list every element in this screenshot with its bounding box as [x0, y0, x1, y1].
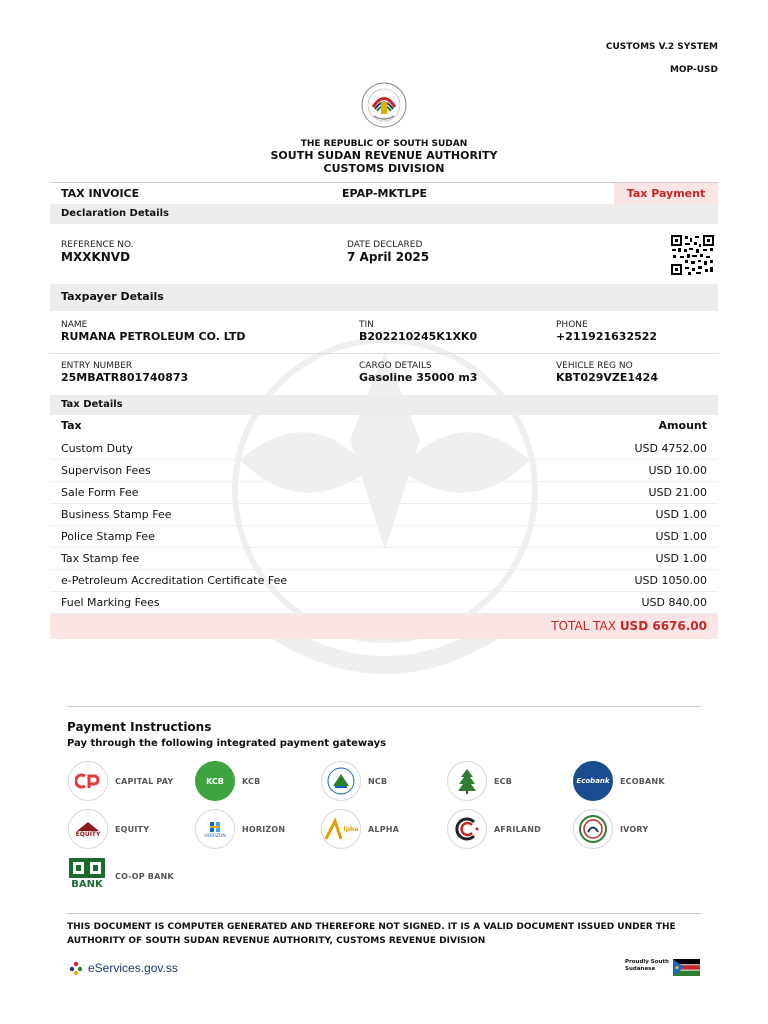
- name-value: RUMANA PETROLEUM CO. LTD: [61, 330, 246, 343]
- tax-name: Custom Duty: [61, 442, 133, 455]
- ssra-seal-icon: [361, 82, 407, 128]
- tax-name: Tax Stamp fee: [61, 552, 140, 565]
- tax-amount: USD 840.00: [641, 596, 707, 609]
- payment-title: Payment Instructions: [67, 720, 212, 734]
- table-row: [50, 570, 718, 592]
- republic-title: THE REPUBLIC OF SOUTH SUDAN: [300, 139, 468, 149]
- horizon-logo-icon: [195, 809, 235, 849]
- tax-amount: USD 4752.00: [634, 442, 707, 455]
- kcb-logo-icon: [195, 761, 235, 801]
- gateway-name: KCB: [242, 776, 261, 786]
- date-label: DATE DECLARED: [347, 240, 423, 250]
- table-row: [50, 438, 718, 460]
- phone-value: +211921632522: [556, 330, 658, 343]
- date-value: 7 April 2025: [347, 250, 430, 264]
- tax-column-header: Tax: [61, 419, 82, 432]
- tin-label: TIN: [359, 320, 374, 330]
- authority-title: SOUTH SUDAN REVENUE AUTHORITY: [270, 149, 498, 162]
- cargo-value: Gasoline 35000 m3: [359, 371, 478, 384]
- tax-name: Business Stamp Fee: [61, 508, 172, 521]
- gateway-name: HORIZON: [242, 824, 286, 834]
- gateway-kcb[interactable]: [195, 760, 321, 802]
- proudly-south-sudanese-text: Proudly South Sudanese: [625, 959, 669, 972]
- alpha-logo-icon: [321, 809, 361, 849]
- phone-label: PHONE: [556, 320, 588, 330]
- eservices-text: eServices.gov.ss: [88, 961, 178, 975]
- gateway-capital-pay[interactable]: [68, 760, 194, 802]
- capital-pay-logo-icon: [68, 761, 108, 801]
- total-tax-row: [50, 614, 718, 639]
- divider: [67, 913, 701, 914]
- alpha-logo-text: lpha: [343, 825, 359, 833]
- tax-name: Police Stamp Fee: [61, 530, 155, 543]
- ecobank-logo-text: Ecobank: [576, 777, 610, 785]
- vehicle-value: KBT029VZE1424: [556, 371, 658, 384]
- tax-amount: USD 1.00: [655, 530, 707, 543]
- gateway-ecobank[interactable]: [573, 760, 699, 802]
- tax-payment-badge: Tax Payment: [614, 183, 718, 204]
- eservices-logo-icon: [68, 960, 84, 976]
- divider: [67, 706, 701, 707]
- payment-subtitle: Pay through the following integrated payment gateways: [67, 738, 387, 749]
- total-tax-value: USD 6676.00: [619, 619, 707, 633]
- gateway-name: EQUITY: [115, 824, 150, 834]
- equity-logo-icon: [68, 809, 108, 849]
- tax-table-header: [50, 416, 718, 438]
- gateway-name: ALPHA: [368, 824, 400, 834]
- ecobank-logo-icon: [573, 761, 613, 801]
- gateway-ivory[interactable]: [573, 808, 699, 850]
- tax-name: Supervison Fees: [61, 464, 151, 477]
- tax-name: Sale Form Fee: [61, 486, 139, 499]
- coop-bank-logo-icon: [66, 857, 108, 895]
- name-label: NAME: [61, 320, 88, 330]
- total-tax-label: TOTAL TAX: [551, 619, 616, 633]
- entry-label: ENTRY NUMBER: [61, 361, 133, 371]
- tax-name: e-Petroleum Accreditation Certificate Fee: [61, 574, 288, 587]
- ivory-logo-icon: [573, 809, 613, 849]
- gateway-ncb[interactable]: [321, 760, 447, 802]
- gateway-equity[interactable]: [68, 808, 194, 850]
- tax-amount: USD 21.00: [648, 486, 707, 499]
- kcb-logo-text: KCB: [206, 776, 224, 786]
- gateway-name: AFRILAND: [494, 824, 542, 834]
- tax-details-heading: Tax Details: [50, 395, 718, 415]
- gateway-name: IVORY: [620, 824, 649, 834]
- tax-table-body: [50, 438, 718, 614]
- table-row: [50, 592, 718, 614]
- reference-value: MXXKNVD: [61, 250, 131, 264]
- system-name: CUSTOMS V.2 SYSTEM: [605, 42, 718, 52]
- gateway-coop-bank[interactable]: [66, 855, 192, 897]
- vehicle-label: VEHICLE REG NO: [556, 361, 633, 371]
- disclaimer-text: THIS DOCUMENT IS COMPUTER GENERATED AND THEREFORE NOT SIGNED. IT IS A VALID DOCUMENT ISSUED UNDER THE AUTHORITY OF SOUTH SUDAN REVENUE AUTHORITY, CUSTOMS REVENUE DIVISION: [67, 922, 676, 946]
- gateway-name: CO-OP BANK: [115, 871, 174, 881]
- coop-logo-text: BANK: [71, 879, 103, 890]
- taxpayer-row-2: [50, 354, 718, 394]
- taxpayer-heading: Taxpayer Details: [50, 284, 718, 311]
- declaration-heading: Declaration Details: [50, 204, 718, 224]
- declaration-details: [50, 226, 718, 284]
- ncb-logo-icon: [321, 761, 361, 801]
- gateway-horizon[interactable]: [195, 808, 321, 850]
- qr-code-icon: [670, 234, 715, 276]
- gateway-ecb[interactable]: [447, 760, 573, 802]
- amount-column-header: Amount: [658, 419, 707, 432]
- tax-amount: USD 10.00: [648, 464, 707, 477]
- tax-amount: USD 1.00: [655, 552, 707, 565]
- equity-logo-text: EQUITY: [75, 830, 101, 838]
- invoice-bar: [50, 182, 718, 204]
- ecb-logo-icon: [447, 761, 487, 801]
- system-code: MOP-USD: [669, 65, 718, 75]
- gateway-alpha[interactable]: [321, 808, 447, 850]
- table-row: [50, 526, 718, 548]
- gateway-name: CAPITAL PAY: [115, 776, 174, 786]
- reference-label: REFERENCE NO.: [61, 240, 134, 250]
- afriland-logo-icon: [447, 809, 487, 849]
- tax-amount: USD 1.00: [655, 508, 707, 521]
- gateway-name: NCB: [368, 776, 388, 786]
- eservices-link[interactable]: [68, 960, 178, 976]
- cargo-label: CARGO DETAILS: [359, 361, 432, 371]
- tax-name: Fuel Marking Fees: [61, 596, 160, 609]
- gateway-afriland[interactable]: [447, 808, 573, 850]
- tax-amount: USD 1050.00: [634, 574, 707, 587]
- division-title: CUSTOMS DIVISION: [323, 162, 445, 175]
- table-row: [50, 504, 718, 526]
- tin-value: B202210245K1XK0: [359, 330, 478, 343]
- horizon-logo-text: HORIZON: [204, 833, 226, 839]
- table-row: [50, 482, 718, 504]
- table-row: [50, 460, 718, 482]
- south-sudan-flag-icon: [673, 959, 700, 976]
- invoice-title: TAX INVOICE: [61, 187, 140, 200]
- invoice-code: EPAP-MKTLPE: [342, 187, 428, 200]
- entry-value: 25MBATR801740873: [61, 371, 189, 384]
- gateway-name: ECOBANK: [620, 776, 665, 786]
- taxpayer-row-1: [50, 312, 718, 354]
- gateway-name: ECB: [494, 776, 513, 786]
- table-row: [50, 548, 718, 570]
